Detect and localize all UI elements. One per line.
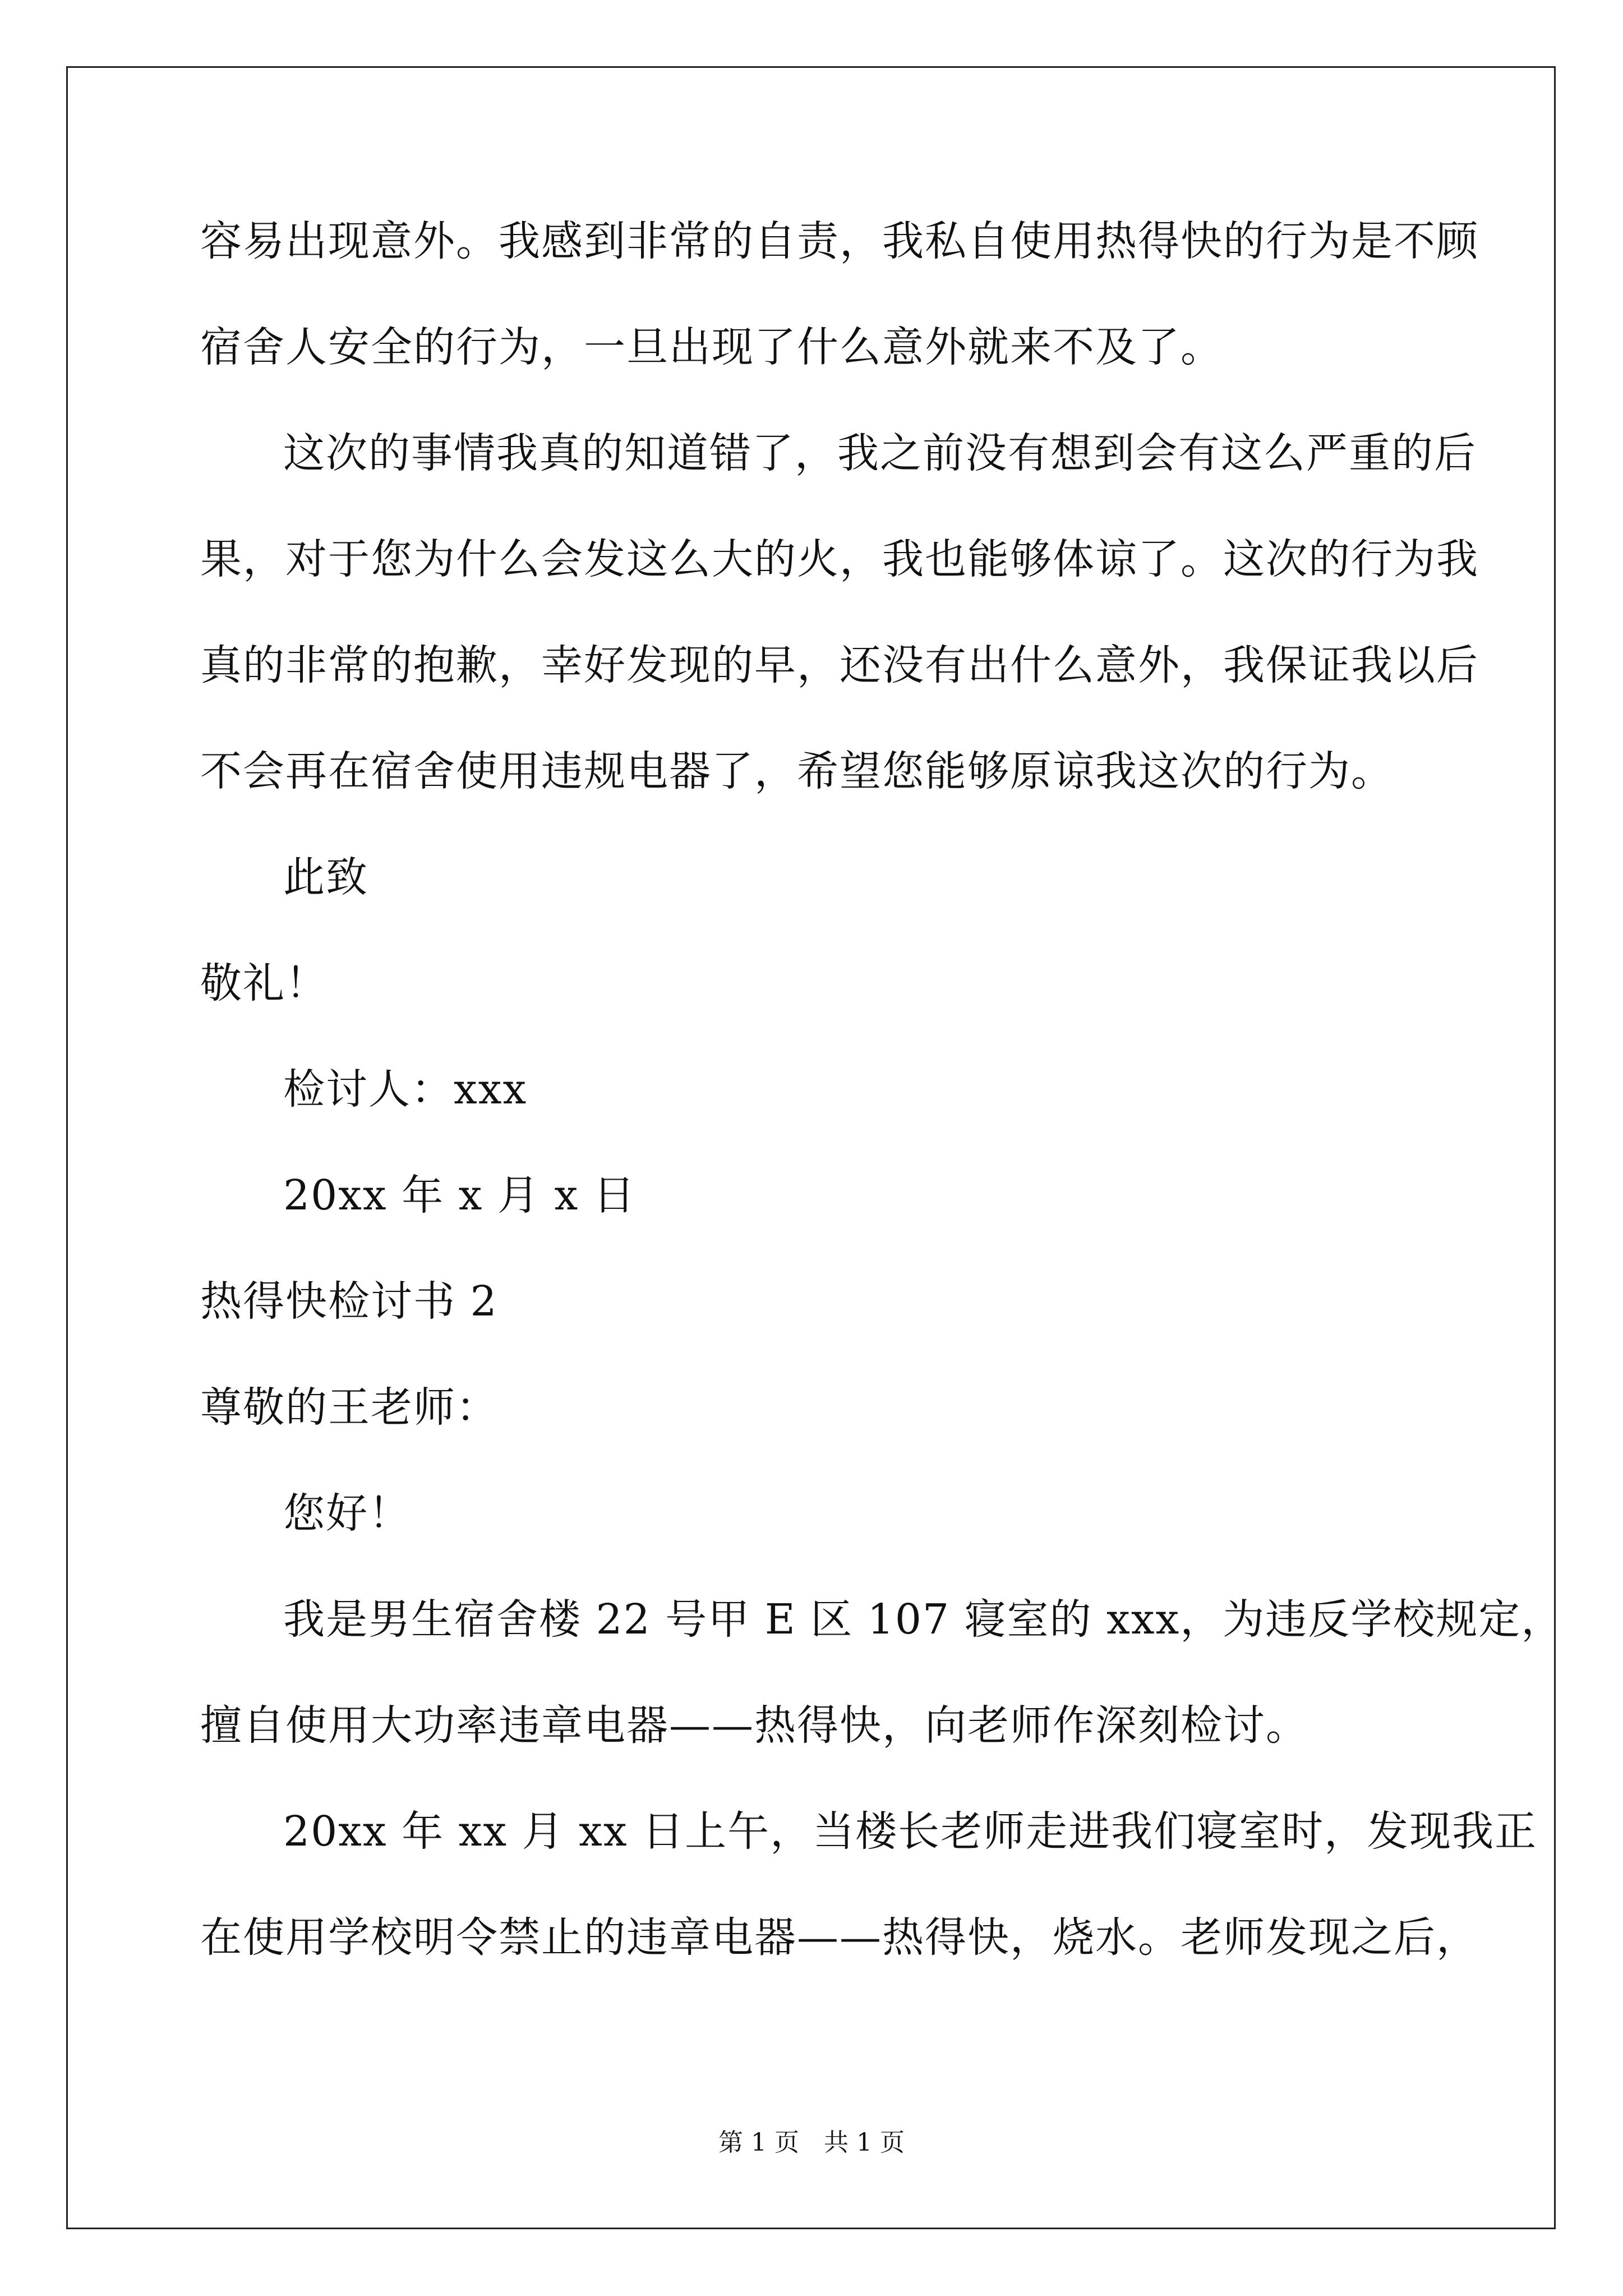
text-line: 此致 <box>283 853 368 901</box>
text-line: 我是男生宿舍楼 22 号甲 E 区 107 寝室的 xxx，为违反学校规定， <box>283 1595 1564 1644</box>
text-line: 敬礼！ <box>200 959 328 1007</box>
salutation: 尊敬的王老师： <box>200 1383 499 1432</box>
greeting: 您好！ <box>283 1489 411 1538</box>
text-line: 不会再在宿舍使用违规电器了，希望您能够原谅我这次的行为。 <box>200 747 1394 795</box>
text-line: 20xx 年 xx 月 xx 日上午，当楼长老师走进我们寝室时，发现我正 <box>283 1807 1538 1856</box>
text-line: 容易出现意外。我感到非常的自责，我私自使用热得快的行为是不顾 <box>200 217 1479 265</box>
text-line: 果，对于您为什么会发这么大的火，我也能够体谅了。这次的行为我 <box>200 535 1479 583</box>
section-title: 热得快检讨书 2 <box>200 1277 498 1326</box>
text-line: 在使用学校明令禁止的违章电器——热得快，烧水。老师发现之后， <box>200 1913 1479 1962</box>
text-line: 擅自使用大功率违章电器——热得快，向老师作深刻检讨。 <box>200 1701 1308 1750</box>
text-line: 这次的事情我真的知道错了，我之前没有想到会有这么严重的后 <box>283 429 1477 477</box>
page-border <box>66 66 1556 2229</box>
text-line: 真的非常的抱歉，幸好发现的早，还没有出什么意外，我保证我以后 <box>200 641 1479 689</box>
text-line: 检讨人：xxx <box>283 1065 528 1114</box>
text-line: 宿舍人安全的行为，一旦出现了什么意外就来不及了。 <box>200 323 1223 371</box>
text-line: 20xx 年 x 月 x 日 <box>283 1171 636 1220</box>
page-footer: 第 1 页 共 1 页 <box>718 2128 905 2157</box>
